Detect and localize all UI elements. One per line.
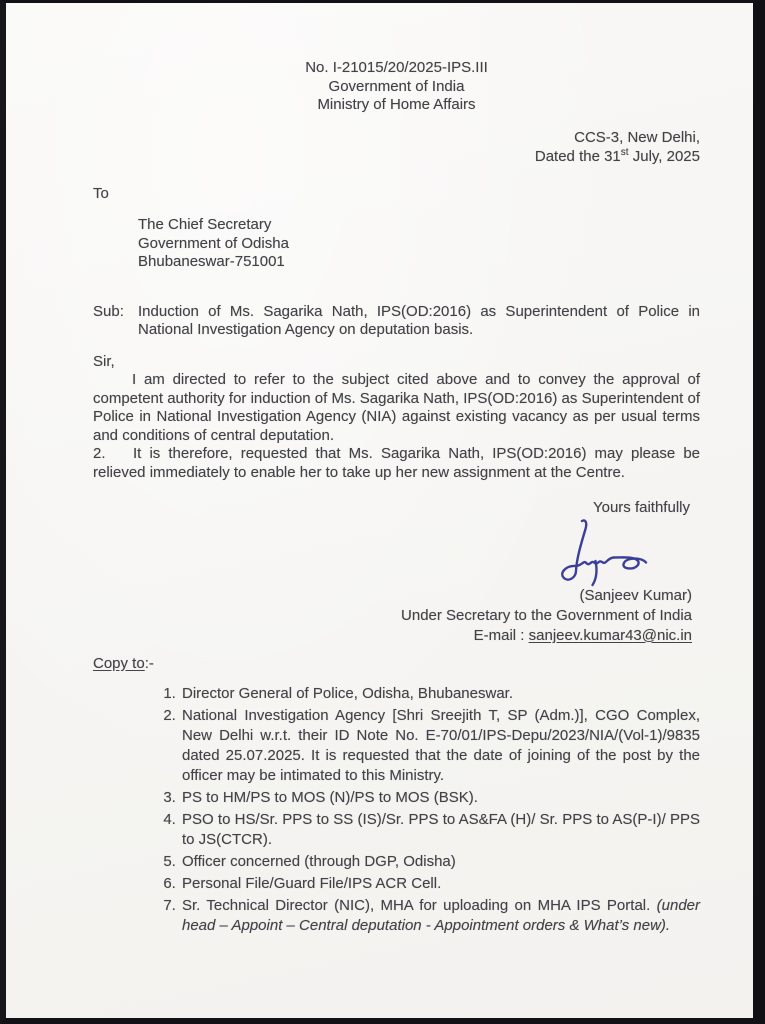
closing-block xyxy=(93,586,700,646)
email-address: sanjeev.kumar43@nic.in xyxy=(528,626,692,644)
date-ordinal-suffix: st xyxy=(620,146,629,158)
paragraph-number: 2. xyxy=(93,445,106,462)
signature-area xyxy=(93,518,700,586)
salutation: Sir, xyxy=(93,352,115,370)
copy-item-text: Personal File/Guard File/IPS ACR Cell. xyxy=(182,875,442,892)
date-line xyxy=(93,147,700,166)
letterhead xyxy=(93,59,700,115)
reference-number: No. I-21015/20/2025-IPS.III xyxy=(305,59,488,76)
email-line xyxy=(93,626,692,646)
subject-text: Induction of Ms. Sagarika Nath, IPS(OD:2016) as Superintendent of Police in National Investigation Agency on deputation basis. xyxy=(138,302,700,338)
copy-list-item xyxy=(180,706,700,786)
copy-list-item xyxy=(180,852,700,872)
place-line: CCS-3, New Delhi, xyxy=(574,128,700,146)
copy-list-item xyxy=(180,896,700,936)
org-name: Government of India xyxy=(328,77,465,95)
recipient-city: Bhubaneswar-751001 xyxy=(138,253,285,270)
copy-to-suffix: :- xyxy=(144,654,154,672)
signatory-title: Under Secretary to the Government of India xyxy=(401,606,692,624)
copy-item-text: Officer concerned (through DGP, Odisha) xyxy=(182,853,456,870)
signatory-name: (Sanjeev Kumar) xyxy=(579,586,692,604)
copy-list-item xyxy=(180,810,700,850)
handwritten-signature xyxy=(538,516,650,590)
copy-item-text: Director General of Police, Odisha, Bhubaneswar. xyxy=(182,685,514,702)
valediction: Yours faithfully xyxy=(592,499,690,516)
body-paragraph-1: I am directed to refer to the subject cited above and to convey the approval of competent authority for induction of Ms. Sagarika Nath, IPS(OD:2016) as Superintendent of Police in National Investigation Agency (NIA) against existing vacancy as per usual terms and conditions of central deputation. xyxy=(93,371,700,444)
ministry-name: Ministry of Home Affairs xyxy=(317,96,476,113)
body-paragraph-2 xyxy=(93,445,700,482)
copy-to-heading xyxy=(93,655,700,674)
subject-label: Sub: xyxy=(93,302,124,320)
body-paragraph-2-text: It is therefore, requested that Ms. Sagarika Nath, IPS(OD:2016) may please be relieved immediately to enable her to take up her new assignment at the Centre. xyxy=(93,445,700,481)
copy-to-list xyxy=(93,684,700,936)
recipient-org: Government of Odisha xyxy=(138,234,289,252)
copy-item-text: PS to HM/PS to MOS (N)/PS to MOS (BSK). xyxy=(182,789,478,806)
date-block xyxy=(93,128,700,166)
recipient-address xyxy=(138,216,700,272)
copy-list-item xyxy=(180,874,700,894)
copy-item-text: National Investigation Agency [Shri Sreejith T, SP (Adm.)], CGO Complex, New Delhi w.r.t. their ID Note No. E-70/01/IPS-Depu/2023/NIA/(Vol-1)/9835 dated 25.07.2025. It is requested that the date of joining of the post by the officer may be intimated to this Ministry. xyxy=(182,707,700,784)
to-label: To xyxy=(93,184,109,202)
email-label: E-mail : xyxy=(473,626,529,644)
copy-item-italic-note: (under head – Appoint – Central deputation - Appointment orders & What’s new). xyxy=(182,897,700,934)
date-suffix: July, 2025 xyxy=(628,147,700,165)
copy-item-text: PSO to HS/Sr. PPS to SS (IS)/Sr. PPS to AS&FA (H)/ Sr. PPS to AS(P-I)/ PPS to JS(CTCR). xyxy=(182,811,700,848)
date-prefix: Dated the 31 xyxy=(534,147,621,165)
recipient-name: The Chief Secretary xyxy=(138,216,272,233)
copy-item-text: Sr. Technical Director (NIC), MHA for uploading on MHA IPS Portal. xyxy=(182,897,651,914)
copy-to-label: Copy to xyxy=(93,654,145,672)
copy-list-item xyxy=(180,684,700,704)
subject-line xyxy=(93,303,700,340)
copy-list-item xyxy=(180,788,700,808)
